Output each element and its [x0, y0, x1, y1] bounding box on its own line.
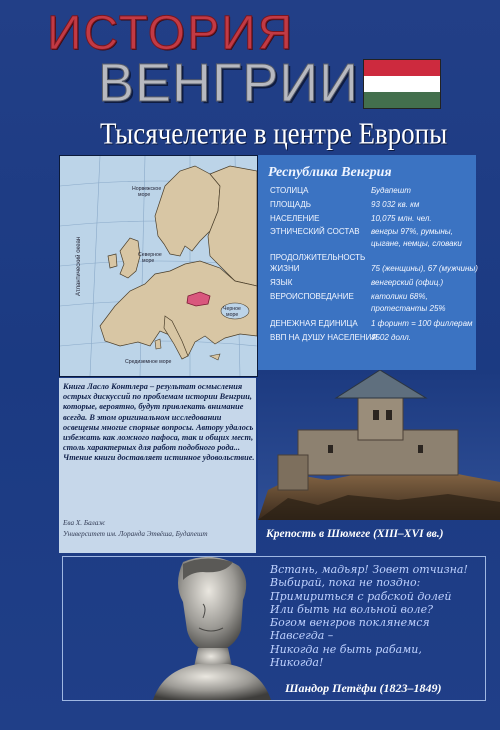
bust-sculpture-icon — [143, 552, 278, 700]
fortress-photo — [258, 370, 500, 520]
map-label-black-sea: Черное море — [223, 306, 241, 318]
poem-line: Никогда не быть рабами, — [270, 642, 422, 656]
fact-label: ВВП НА ДУШУ НАСЕЛЕНИЯ — [270, 333, 378, 342]
fact-label: ЭТНИЧЕСКИЙ СОСТАВ — [270, 227, 360, 236]
fact-value: 10,075 млн. чел. — [371, 214, 432, 223]
fact-value: католики 68%, — [371, 292, 428, 301]
fact-label: ДЕНЕЖНАЯ ЕДИНИЦА — [270, 319, 358, 328]
fact-value: 75 (женщины), 67 (мужчины) — [371, 264, 478, 273]
fact-value: Будапешт — [371, 186, 411, 195]
hungary-flag — [363, 59, 441, 109]
europe-map — [59, 155, 258, 377]
map-label-atlantic: Атлантический океан — [76, 236, 82, 296]
poem-line: Никогда! — [270, 656, 324, 670]
fact-value: протестанты 25% — [371, 304, 446, 313]
poem-line: Или быть на вольной воле? — [270, 602, 433, 616]
review-author — [63, 518, 208, 540]
book-review-panel — [59, 378, 256, 553]
europe-map-svg — [60, 156, 257, 376]
fact-label: ЖИЗНИ — [270, 264, 300, 273]
fact-label: ЯЗЫК — [270, 278, 293, 287]
map-label-north-sea: Северное море — [138, 252, 162, 264]
fact-label: ПЛОЩАДЬ — [270, 200, 311, 209]
map-label-mediterranean: Средиземное море — [125, 359, 172, 365]
fact-value: венгры 97%, румыны, — [371, 227, 453, 236]
poem-line: Выбирай, пока не поздно: — [270, 576, 421, 590]
poem-line: Встань, мадьяр! Зовет отчизна! — [270, 563, 468, 576]
map-label-norwegian-sea: Норвежское море — [132, 186, 162, 198]
poem-text — [270, 563, 490, 669]
flag-stripe-white — [364, 76, 440, 92]
petofi-bust — [143, 552, 278, 700]
poem-line: Примириться с рабской долей — [270, 589, 452, 603]
title-line-2: ВЕНГРИИ — [98, 53, 359, 113]
fact-label: ПРОДОЛЖИТЕЛЬНОСТЬ — [270, 253, 366, 262]
fact-label: ВЕРОИСПОВЕДАНИЕ — [270, 292, 354, 301]
poem-line: Богом венгров поклянемся — [270, 616, 430, 630]
poet-name: Шандор Петёфи (1823–1849) — [285, 681, 442, 695]
subtitle: Тысячелетие в центре Европы — [100, 116, 448, 151]
book-review-text: Книга Ласло Контлера – результат осмысления острых дискуссий по проблемам истории Венгрии, которые, вероятно, будут привлекать внимание всегда. В этом оригинальном исследовании освещены многие спорные вопросы. Автору удалось избежать как ложного пафоса, так и общих мест, столь характерных для работ подобного рода... Чтение книги доставляет истинное удовольствие. — [63, 382, 255, 463]
flag-stripe-red — [364, 60, 440, 76]
fortress-caption: Крепость в Шюмеге (XIII–XVI вв.) — [266, 528, 444, 540]
fact-value: венгерский (офиц.) — [371, 278, 444, 287]
fact-label: НАСЕЛЕНИЕ — [270, 214, 320, 223]
title-line-1: ИСТОРИЯ — [47, 7, 295, 60]
flag-stripe-green — [364, 92, 440, 108]
review-author-name: Ева Х. Балаж — [63, 519, 106, 527]
poem-line: Навсегда – — [270, 629, 334, 643]
fortress-illustration — [258, 370, 500, 520]
fact-value: цыгане, немцы, словаки — [371, 239, 462, 248]
fact-value: 93 032 кв. км — [371, 200, 420, 209]
facts-title: Республика Венгрия — [268, 165, 392, 180]
fact-value: 4502 долл. — [371, 333, 411, 342]
fact-label: СТОЛИЦА — [270, 186, 309, 195]
fact-value: 1 форинт = 100 филлерам — [371, 319, 473, 328]
review-author-affiliation: Университет им. Лоранда Этвёша, Будапешт — [63, 530, 208, 538]
